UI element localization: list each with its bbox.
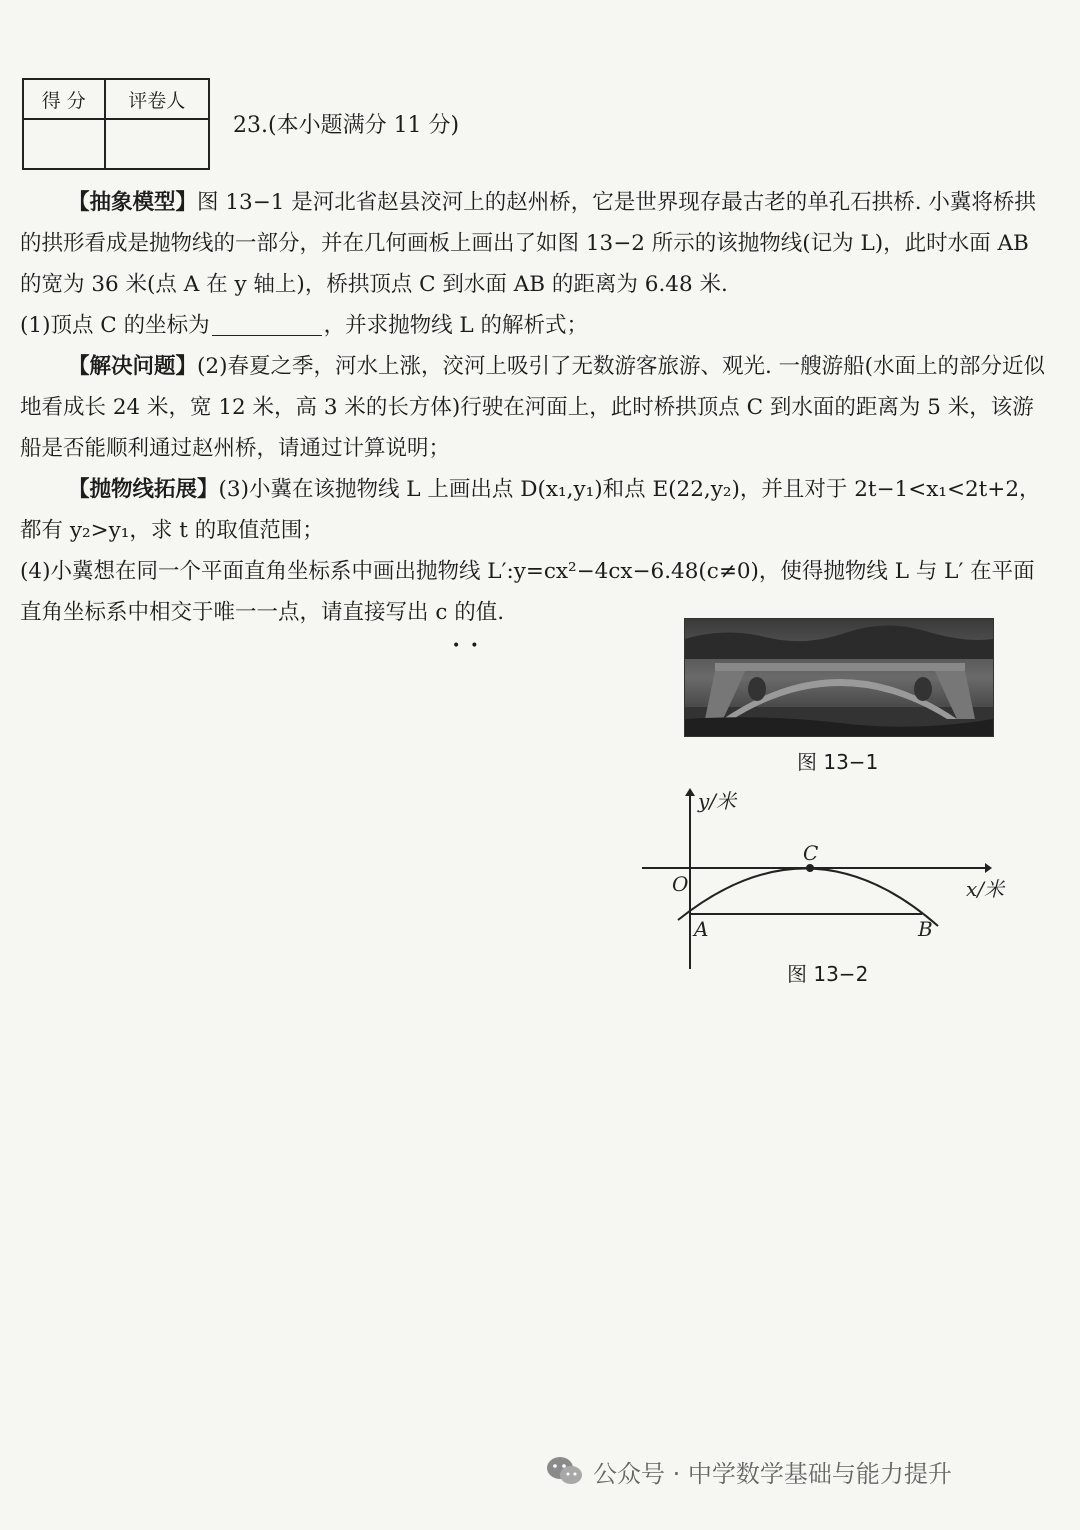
wechat-icon	[545, 1453, 585, 1489]
point-c-label: C	[803, 841, 819, 865]
y-axis-label: y/米	[698, 789, 737, 813]
point-b-label: B	[918, 917, 933, 941]
figure-13-2-caption: 图 13−2	[787, 962, 869, 986]
tag-abstract-model: 【抽象模型】	[68, 190, 198, 215]
question-header: 23.(本小题满分 11 分)	[233, 113, 460, 138]
paragraph-abstract-model	[20, 182, 1050, 305]
watermark	[545, 1448, 952, 1494]
parabola-graph	[640, 784, 1020, 974]
bridge-photo	[684, 618, 994, 737]
grader-header: 评卷人	[105, 79, 209, 119]
paragraph-solve-problem	[20, 346, 1050, 469]
origin-label: O	[672, 872, 689, 896]
question-1-pre: (1)顶点 C 的坐标为	[20, 313, 210, 338]
paragraph-extension	[20, 469, 1050, 551]
question-body	[20, 182, 1050, 633]
paragraph-1-text: 图 13−1 是河北省赵县洨河上的赵州桥，它是世界现存最古老的单孔石拱桥. 小冀将桥拱的拱形看成是抛物线的一部分，并在几何画板上画出了如图 13−2 所示的该抛物线(记为 L)，此时水面 AB 的宽为 36 米(点 A 在 y 轴上)，桥拱顶点 C 到水面 AB 的距离为 6.48 米.	[20, 190, 1036, 297]
grader-cell	[105, 119, 209, 169]
emphasis-dots: ••	[452, 638, 489, 654]
parabola-curve	[678, 868, 938, 926]
watermark-text: 公众号 · 中学数学基础与能力提升	[593, 1459, 952, 1488]
paragraph-4-text: (4)小冀想在同一个平面直角坐标系中画出抛物线 L′:y=cx²−4cx−6.48(c≠0)，使得抛物线 L 与 L′ 在平面直角坐标系中相交于唯一一点，请直接写出 c 的值.	[20, 559, 1035, 625]
x-axis-label: x/米	[966, 877, 1005, 901]
question-1	[20, 305, 1050, 346]
tag-solve-problem: 【解决问题】	[68, 354, 198, 379]
figure-13-1-caption: 图 13−1	[797, 750, 879, 774]
question-1-post: ，并求抛物线 L 的解析式；	[323, 313, 589, 338]
paragraph-3-text: (3)小冀在该抛物线 L 上画出点 D(x₁,y₁)和点 E(22,y₂)，并且对于 2t−1<x₁<2t+2，都有 y₂>y₁，求 t 的取值范围；	[20, 477, 1041, 543]
answer-blank	[212, 311, 322, 336]
point-a-label: A	[694, 917, 709, 941]
y-axis-arrow	[685, 788, 695, 796]
vertex-point-c	[806, 864, 814, 872]
score-cell	[23, 119, 105, 169]
x-axis-arrow	[985, 863, 992, 873]
paragraph-2-text: (2)春夏之季，河水上涨，洨河上吸引了无数游客旅游、观光. 一艘游船(水面上的部分近似地看成长 24 米，宽 12 米，高 3 米的长方体)行驶在河面上，此时桥拱顶点 C 到水面的距离为 5 米，该游船是否能顺利通过赵州桥，请通过计算说明；	[20, 354, 1046, 461]
score-table	[22, 78, 210, 170]
score-header: 得 分	[23, 79, 105, 119]
tag-extension: 【抛物线拓展】	[68, 477, 219, 502]
